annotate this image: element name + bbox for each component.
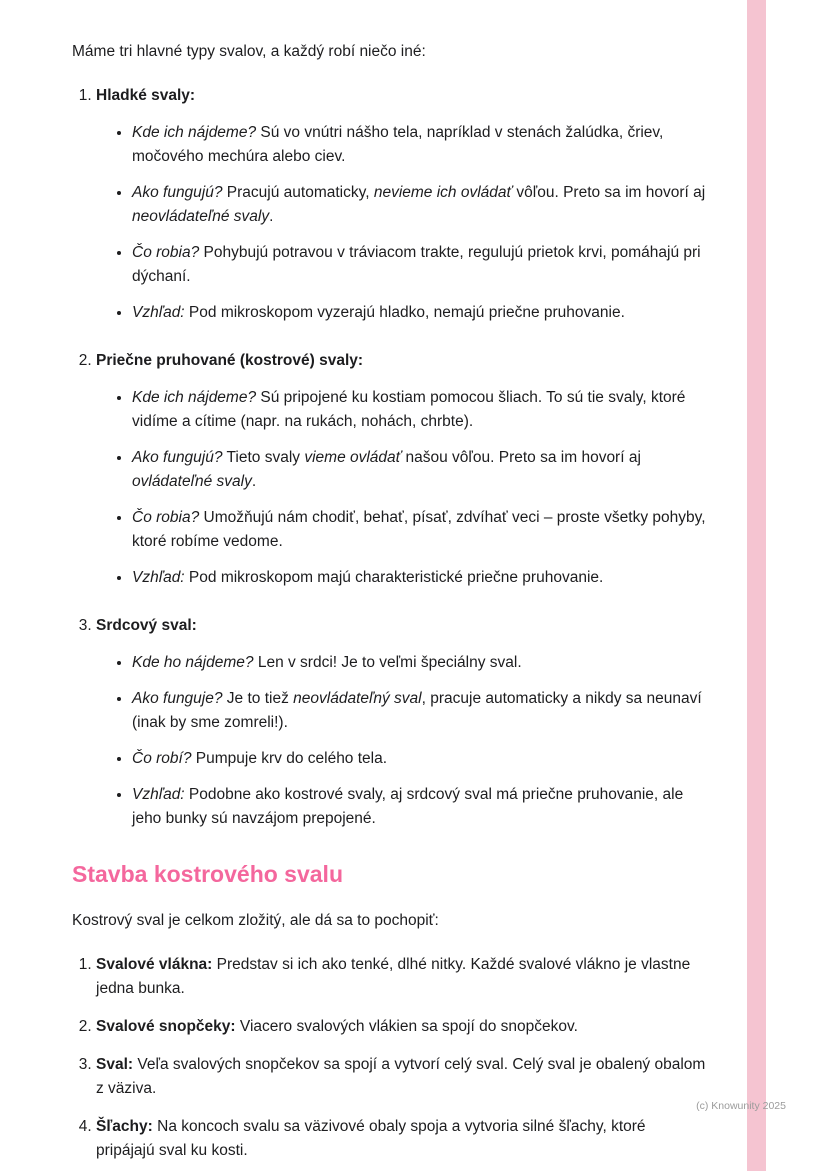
intro-paragraph: Máme tri hlavné typy svalov, a každý robí niečo iné: xyxy=(72,43,426,60)
italic-text: Kde ich nájdeme? xyxy=(132,389,257,407)
structure-item xyxy=(96,1115,708,1163)
italic-text: Kde ho nájdeme? xyxy=(132,654,254,672)
bullet-item xyxy=(132,566,708,590)
italic-text: Vzhľad: xyxy=(132,786,185,804)
muscle-type-item xyxy=(96,349,708,590)
text-run: Pracujú automaticky, xyxy=(222,184,374,202)
text-run: Je to tiež xyxy=(222,690,294,708)
italic-text: neovládateľný sval xyxy=(293,690,422,708)
bold-text: Šľachy: xyxy=(96,1118,153,1136)
muscle-type-title: 3. Srdcový sval: xyxy=(96,617,197,635)
muscle-type-bullets xyxy=(110,386,708,590)
muscle-type-bullets xyxy=(110,121,708,325)
muscle-type-item xyxy=(96,614,708,831)
italic-text: Čo robí? xyxy=(132,750,192,768)
bullet-item xyxy=(132,121,708,169)
bullet-item xyxy=(132,181,708,229)
italic-text: Ako fungujú? xyxy=(132,449,223,467)
document-content xyxy=(72,40,708,1171)
text-run: Pohybujú potravou v tráviacom trakte, regulujú prietok krvi, pomáhajú pri dýchaní. xyxy=(132,244,701,286)
italic-text: Vzhľad: xyxy=(132,569,185,587)
italic-text: ovládateľné svaly xyxy=(132,473,252,491)
italic-text: Kde ich nájdeme? xyxy=(132,124,257,142)
text-run: , pracuje automaticky a nikdy sa neunaví (inak by sme zomreli!). xyxy=(132,690,702,732)
muscle-type-title: 2. Priečne pruhované (kostrové) svaly: xyxy=(96,352,364,370)
text-run: našou vôľou. Preto sa im hovorí aj xyxy=(401,449,641,467)
bold-text: Svalové vlákna: xyxy=(96,955,213,973)
text-run: . xyxy=(269,208,274,226)
bold-text: Svalové snopčeky: xyxy=(96,1018,236,1036)
bullet-item xyxy=(132,301,708,325)
text-run: Pod mikroskopom majú charakteristické priečne pruhovanie. xyxy=(184,569,604,587)
watermark: (c) Knowunity 2025 xyxy=(696,1100,786,1112)
structure-list xyxy=(72,953,708,1163)
text-run: Veľa svalových snopčekov sa spojí a vytvorí celý sval. Celý sval je obalený obalom z väziva. xyxy=(96,1056,706,1098)
bullet-item xyxy=(132,241,708,289)
text-run: vôľou. Preto sa im hovorí aj xyxy=(512,184,706,202)
bullet-item xyxy=(132,506,708,554)
structure-item xyxy=(96,1053,708,1101)
text-run: Podobne ako kostrové svaly, aj srdcový sval má priečne pruhovanie, ale jeho bunky sú navzájom prepojené. xyxy=(132,786,684,828)
bullet-item xyxy=(132,747,708,771)
structure-item xyxy=(96,1015,708,1039)
bullet-item xyxy=(132,446,708,494)
italic-text: vieme ovládať xyxy=(304,449,402,467)
text-run: Pumpuje krv do celého tela. xyxy=(191,750,388,768)
bullet-item xyxy=(132,386,708,434)
bold-text: Sval: xyxy=(96,1056,134,1074)
bullet-item xyxy=(132,687,708,735)
structure-intro: Kostrový sval je celkom zložitý, ale dá sa to pochopiť: xyxy=(72,911,439,929)
italic-text: neovládateľné svaly xyxy=(132,208,270,226)
italic-text: Vzhľad: xyxy=(132,304,185,322)
text-run: Sú pripojené ku kostiam pomocou šliach. To sú tie svaly, ktoré vidíme a cítime (napr. na rukách, nohách, chrbte). xyxy=(132,389,686,431)
italic-text: Ako fungujú? xyxy=(132,184,223,202)
text-run: Tieto svaly xyxy=(222,449,305,467)
muscle-type-item xyxy=(96,84,708,325)
text-run: Predstav si ich ako tenké, dlhé nitky. Každé svalové vlákno je vlastne jedna bunka. xyxy=(96,955,691,997)
text-run: Len v srdci! Je to veľmi špeciálny sval. xyxy=(253,654,522,672)
italic-text: Čo robia? xyxy=(132,509,200,527)
bullet-item xyxy=(132,783,708,831)
text-run: Na koncoch svalu sa väzivové obaly spoja a vytvoria silné šľachy, ktoré pripájajú sval ku kosti. xyxy=(96,1118,646,1160)
italic-text: Ako funguje? xyxy=(132,690,223,708)
italic-text: Čo robia? xyxy=(132,244,200,262)
section-heading: Stavba kostrového svalu xyxy=(72,861,343,888)
muscle-type-bullets xyxy=(110,651,708,831)
text-run: Sú vo vnútri nášho tela, napríklad v stenách žalúdka, čriev, močového mechúra alebo ciev. xyxy=(132,124,664,166)
bullet-item xyxy=(132,651,708,675)
text-run: . xyxy=(251,473,257,491)
text-run: Umožňujú nám chodiť, behať, písať, zdvíhať veci – proste všetky pohyby, ktoré robíme vedome. xyxy=(132,509,706,551)
text-run: Viacero svalových vlákien sa spojí do snopčekov. xyxy=(235,1018,578,1036)
page-edge-stripe xyxy=(747,0,766,1171)
text-run: Pod mikroskopom vyzerajú hladko, nemajú priečne pruhovanie. xyxy=(184,304,625,322)
muscle-type-title: 1. Hladké svaly: xyxy=(96,87,196,105)
muscle-types-list xyxy=(72,84,708,831)
italic-text: nevieme ich ovládať xyxy=(373,184,513,202)
structure-item xyxy=(96,953,708,1001)
